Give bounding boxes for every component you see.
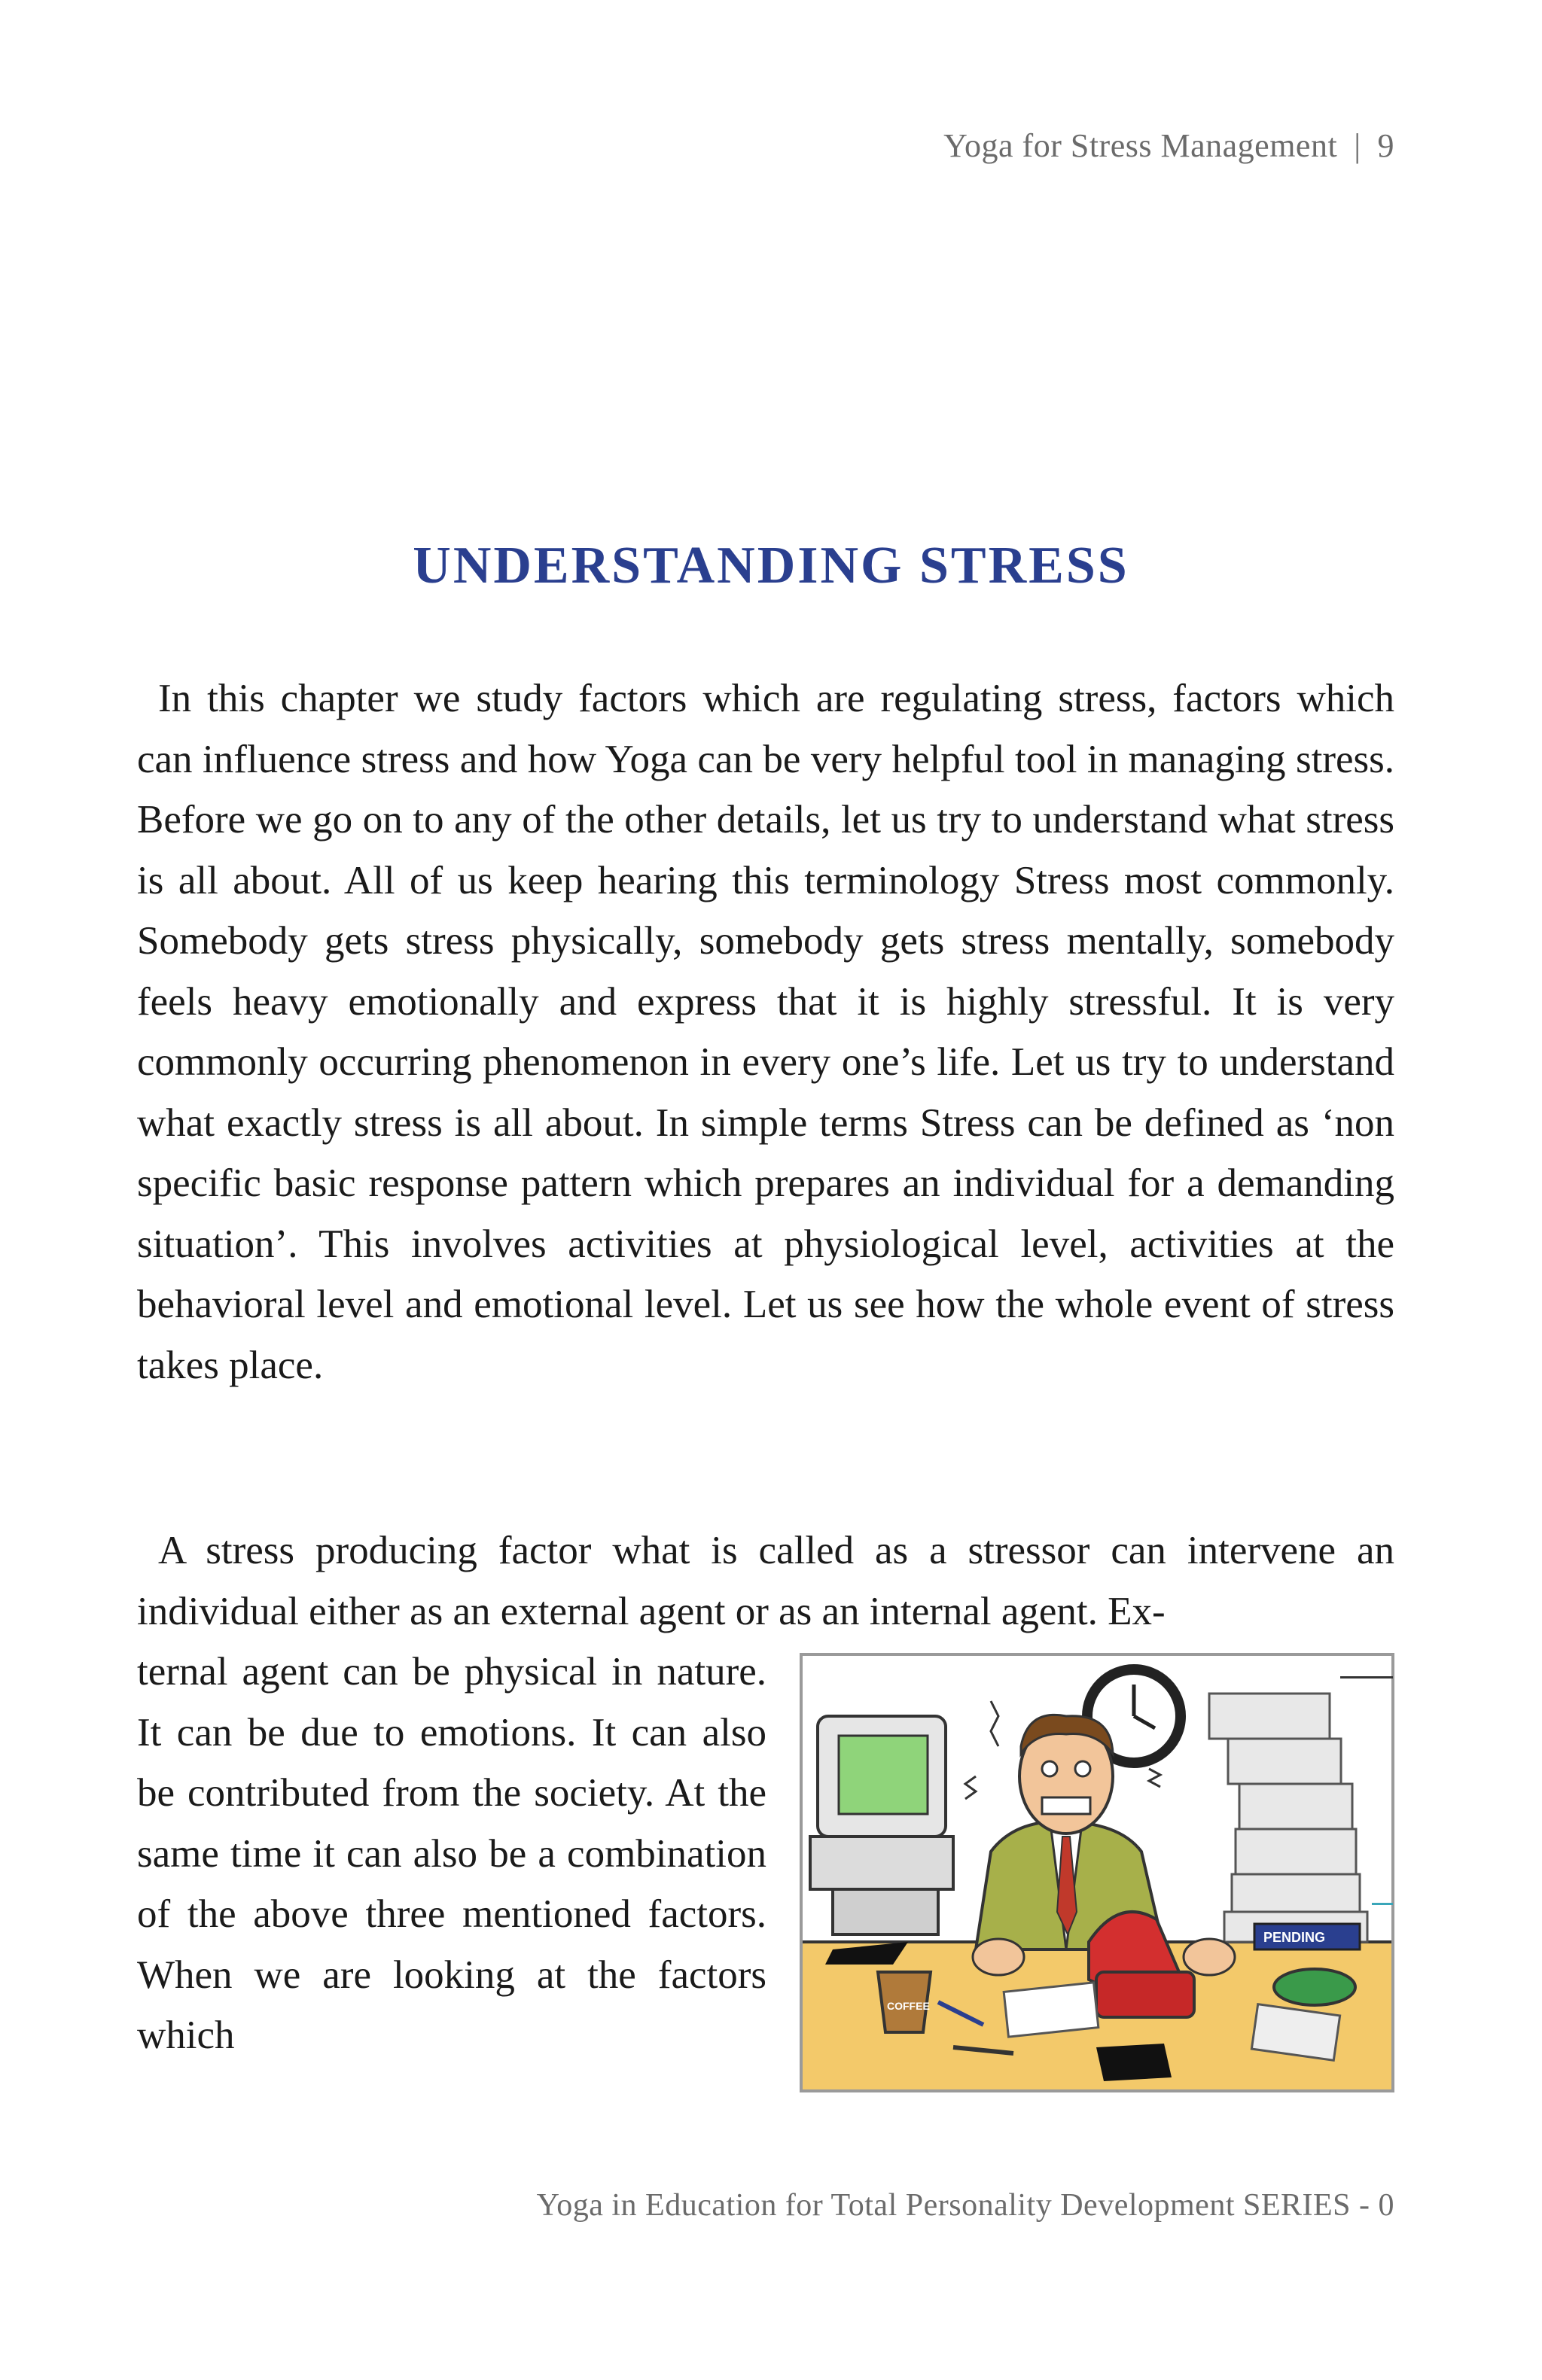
paragraph-stressor-lead: A stress producing factor what is called as a stressor can intervene an individual either as an external agent or as an internal agent. Ex- [137, 1529, 1394, 1633]
running-footer: Yoga in Education for Total Personality Development SERIES - 0 [536, 2188, 1394, 2223]
chapter-title: UNDERSTANDING STRESS [413, 537, 1129, 595]
pending-tray-label: PENDING [1263, 1930, 1326, 1945]
header-separator: | [1354, 127, 1361, 164]
running-header [943, 126, 1394, 165]
stressed-worker-illustration [800, 1653, 1394, 2092]
cartoon-icon [803, 1656, 1391, 2089]
coffee-mug-label: COFFEE [887, 2000, 930, 2012]
running-title: Yoga for Stress Management [943, 127, 1338, 164]
edge-mark-top [1340, 1676, 1393, 1678]
page-number: 9 [1377, 127, 1394, 164]
paragraph-stressor-wrap: ternal agent can be physical in nature. It can be due to emotions. It can also be contributed from the society. At the same time it can also be a combination of the above three mentioned factors. When we are looking at the factors which [137, 1650, 766, 2057]
paragraph-intro: In this chapter we study factors which are regulating stress, factors which can influence stress and how Yoga can be very helpful tool in managing stress. Before we go on to any of the other details, let us try to understand what stress is all about. All of us keep hearing this terminology Stress most commonly. Somebody gets stress physically, somebody gets stress mentally, somebody feels heavy emotionally and express that it is highly stressful. It is very commonly occurring phenomenon in every one’s life. Let us try to understand what exactly stress is all about. In simple terms Stress can be defined as ‘non specific basic response pattern which prepares an individual for a demanding situation’. This involves activities at physiological level, activities at the behavioral level and emotional level. Let us see how the whole event of stress takes place. [137, 677, 1394, 1387]
edge-mark-side [1372, 1903, 1393, 1905]
